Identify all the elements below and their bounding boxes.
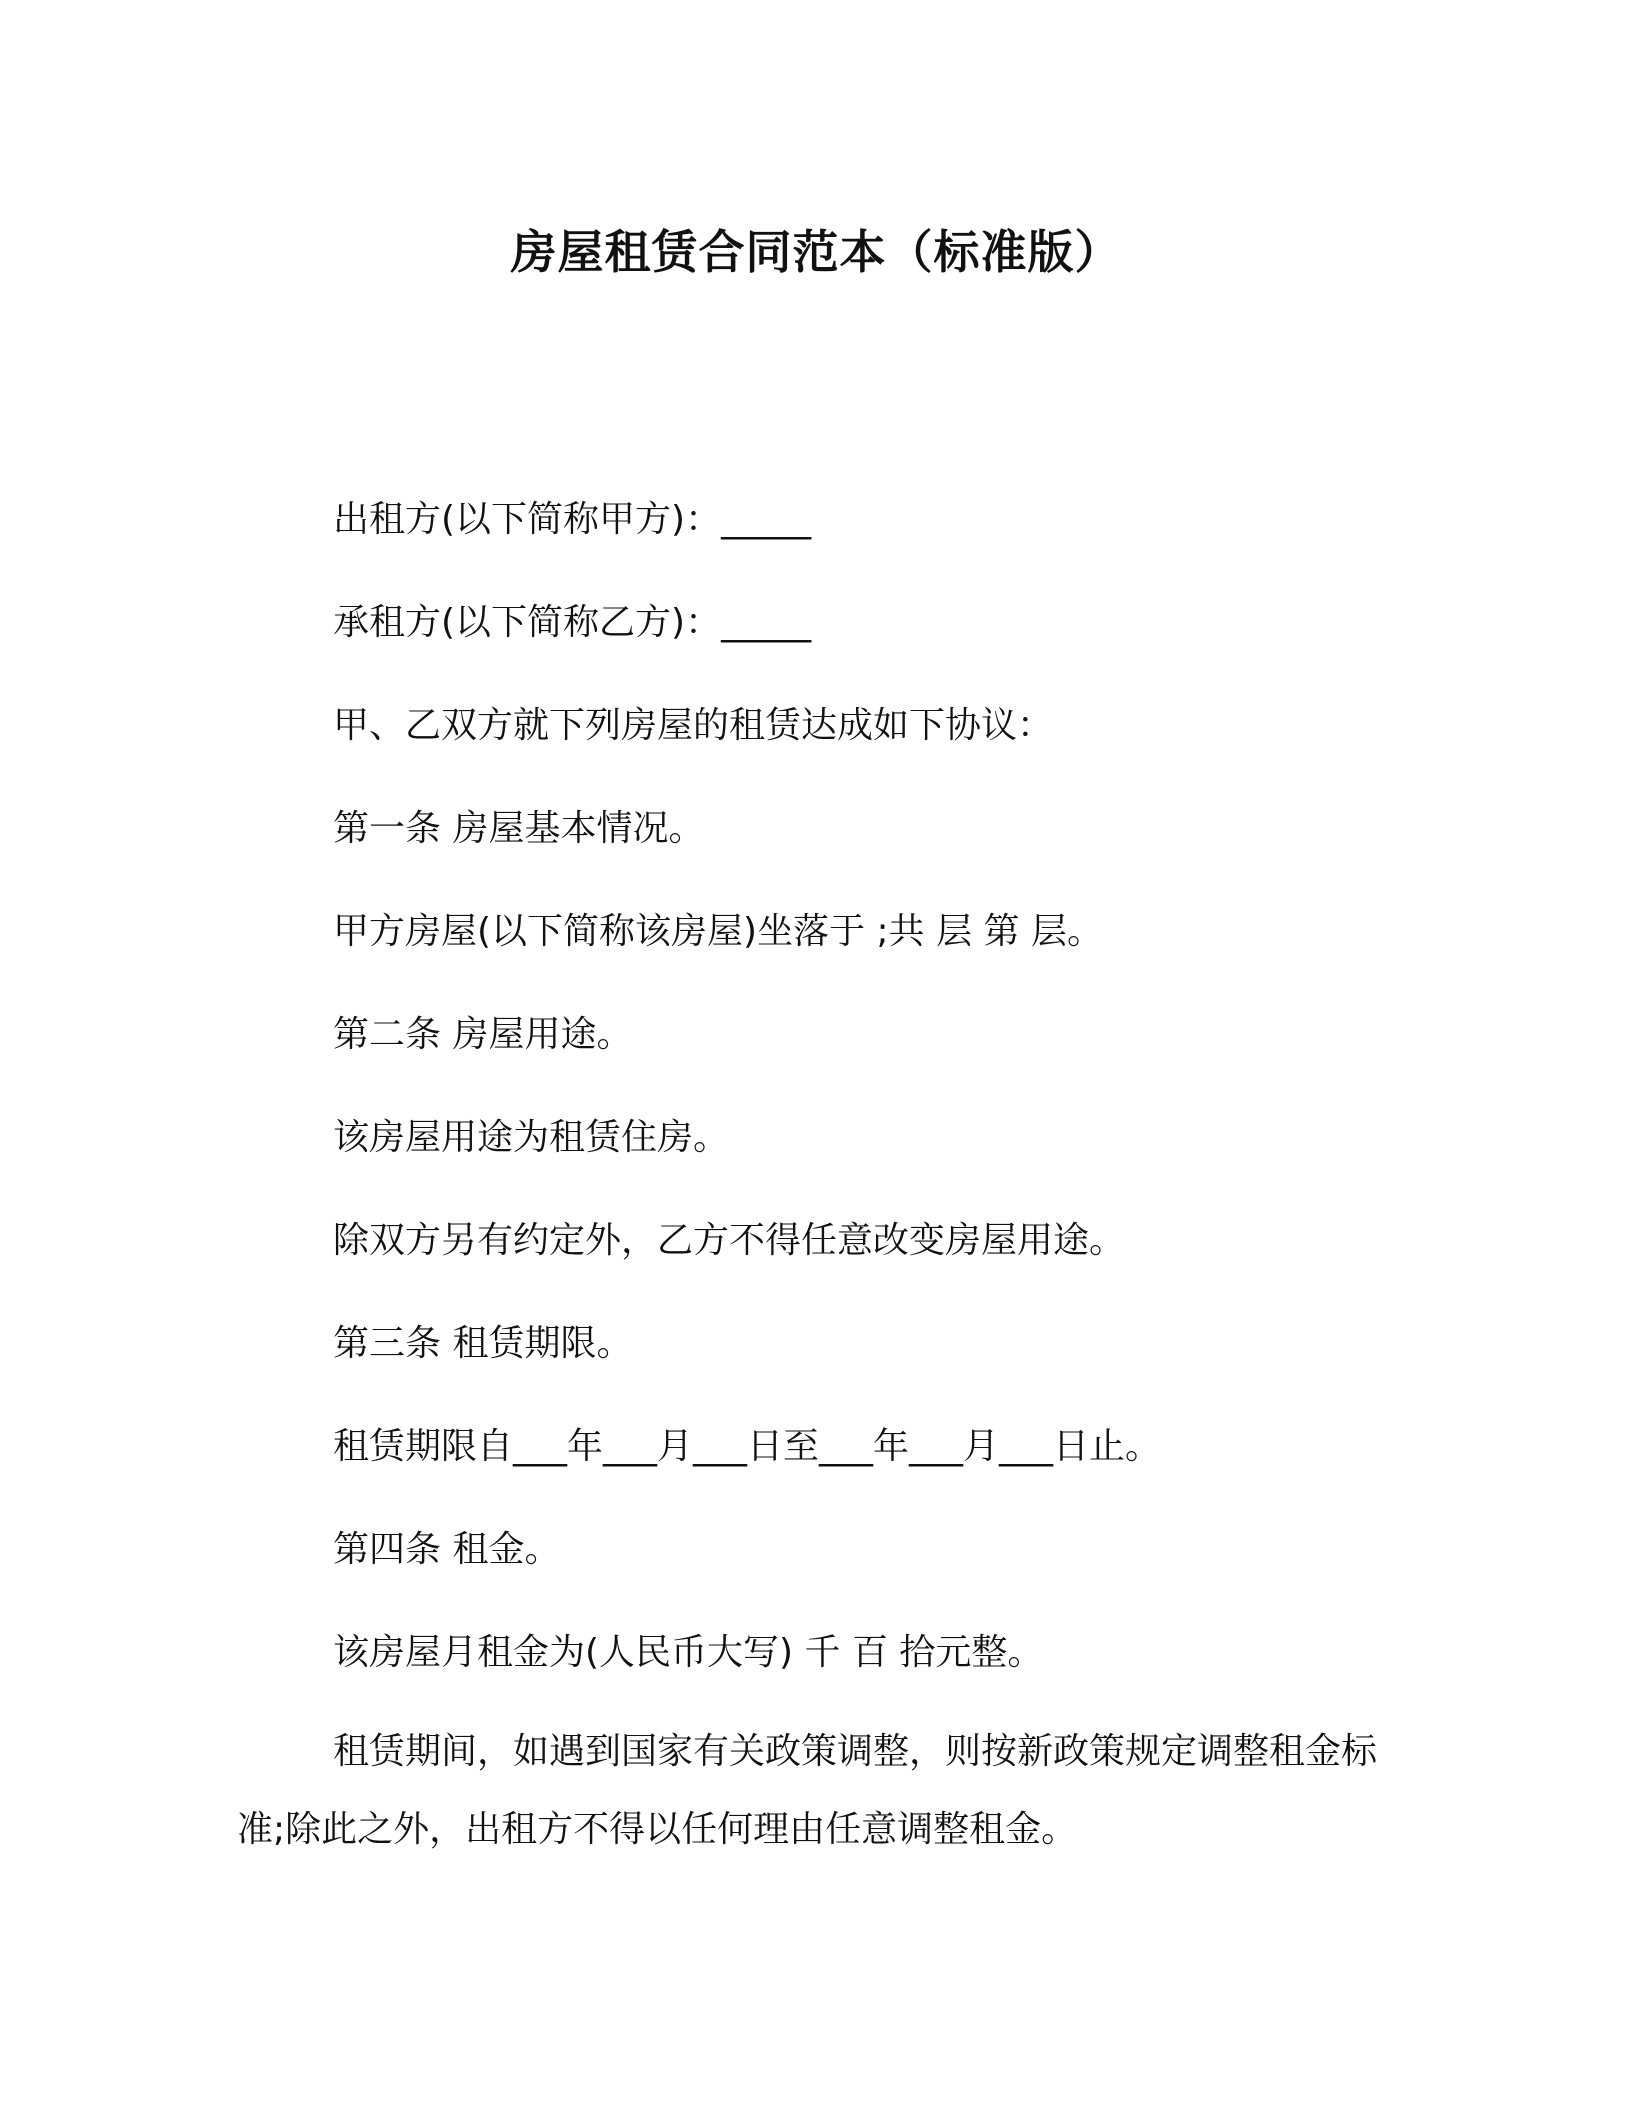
lessor-line: 出租方(以下简称甲方)：_____ [333, 499, 812, 540]
lessee-line: 承租方(以下简称乙方)：_____ [333, 602, 812, 643]
rent-adjustment-paragraph: 租赁期间，如遇到国家有关政策调整，则按新政策规定调整租金标准;除此之外，出租方不得以任何理由任意调整租金。 [237, 1731, 1378, 1850]
article-1-body: 甲方房屋(以下简称该房屋)坐落于 ;共 层 第 层。 [333, 911, 1103, 952]
article-4-body: 该房屋月租金为(人民币大写) 千 百 拾元整。 [333, 1632, 1044, 1673]
article-1-heading: 第一条 房屋基本情况。 [333, 808, 705, 849]
article-3-heading: 第三条 租赁期限。 [333, 1323, 633, 1364]
article-2-heading: 第二条 房屋用途。 [333, 1014, 633, 1055]
article-4-heading: 第四条 租金。 [333, 1529, 561, 1570]
agreement-intro: 甲、乙双方就下列房屋的租赁达成如下协议： [333, 705, 1054, 746]
article-3-body: 租赁期限自___年___月___日至___年___月___日止。 [333, 1426, 1162, 1467]
document-title: 房屋租赁合同范本（标准版） [510, 225, 1122, 279]
article-2-body-2: 除双方另有约定外，乙方不得任意改变房屋用途。 [333, 1220, 1126, 1261]
article-2-body-1: 该房屋用途为租赁住房。 [333, 1117, 730, 1158]
